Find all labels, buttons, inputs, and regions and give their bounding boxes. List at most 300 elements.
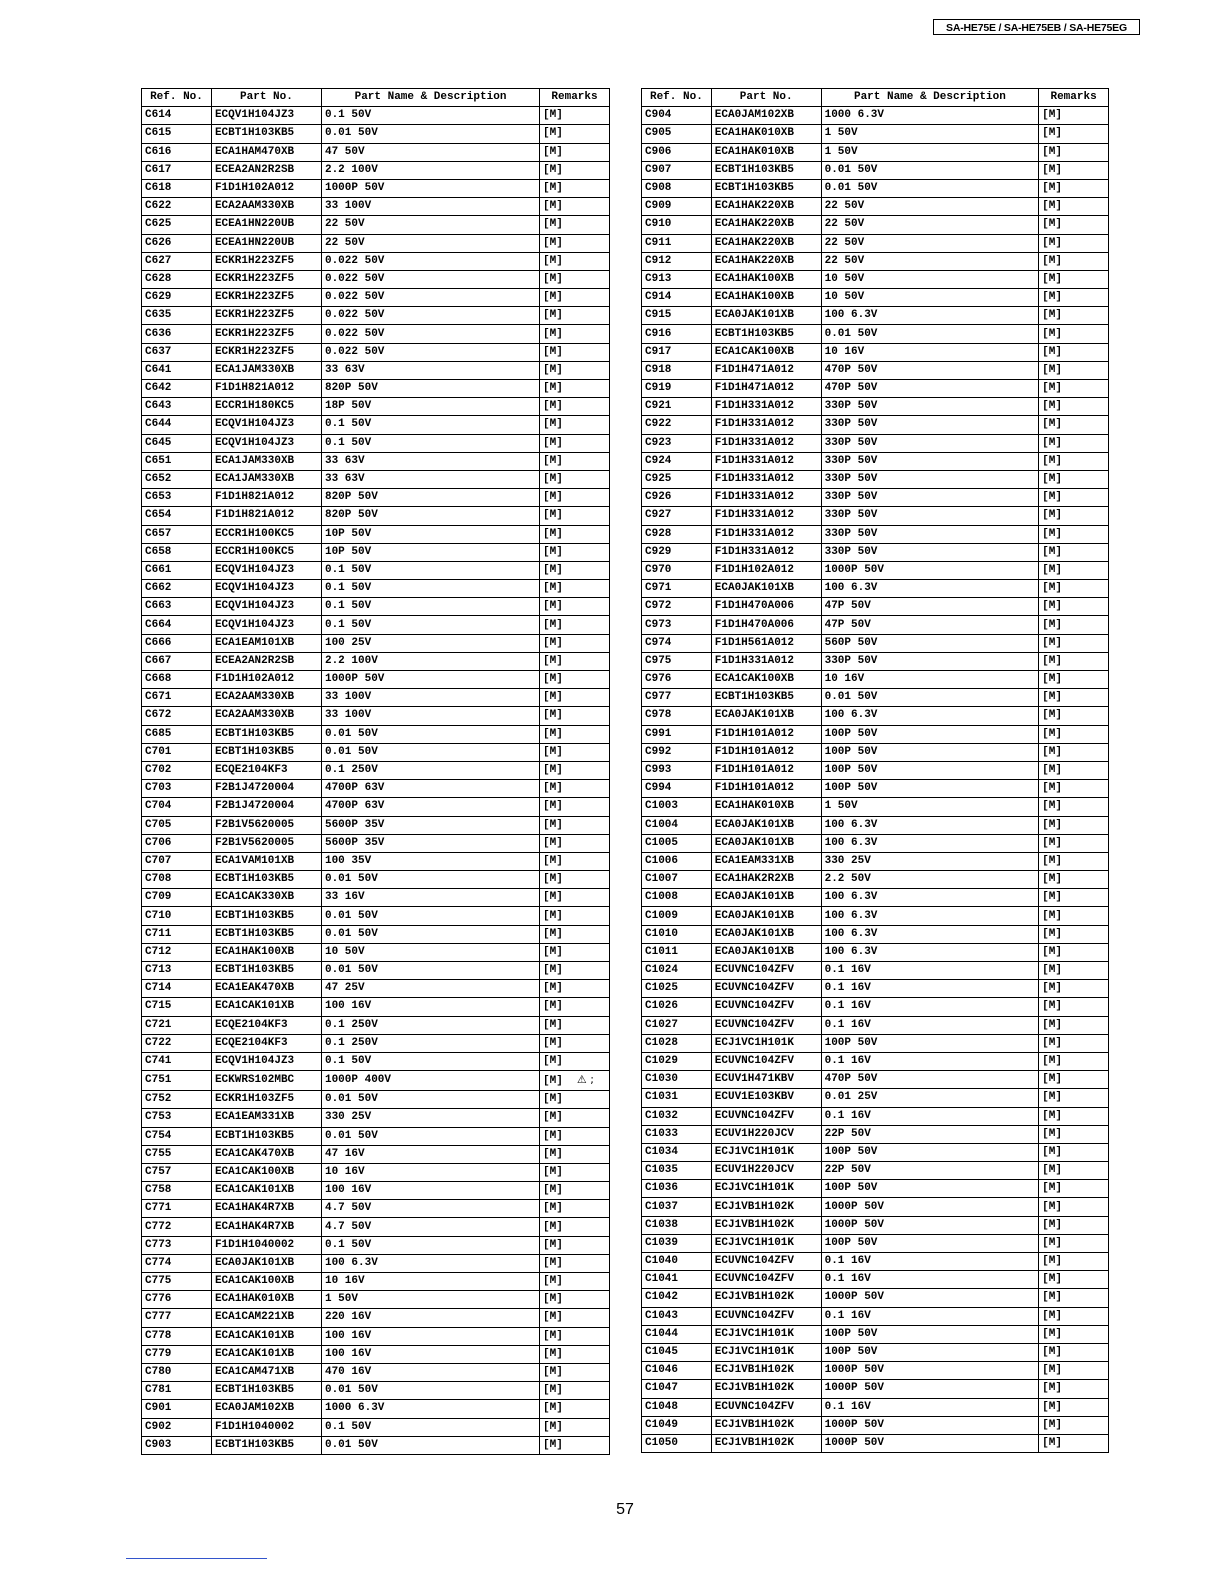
part-no-cell xyxy=(211,107,321,125)
remarks-cell-text: [M] xyxy=(543,1256,563,1269)
table-row xyxy=(642,871,1109,889)
description-cell-text: 0.01 50V xyxy=(824,327,878,340)
ref-no-cell-text: C780 xyxy=(145,1366,172,1379)
ref-no-cell xyxy=(642,925,712,943)
part-no-cell xyxy=(211,270,321,288)
description-cell xyxy=(321,561,539,579)
ref-no-cell-text: C615 xyxy=(145,127,172,140)
remarks-cell-text: [M] xyxy=(543,1238,563,1251)
remarks-cell-text: [M] xyxy=(543,418,563,431)
ref-no-cell-text: C702 xyxy=(145,764,172,777)
part-no-cell xyxy=(711,1398,821,1416)
table-row xyxy=(142,416,610,434)
description-cell xyxy=(821,889,1039,907)
ref-no-cell-text: C626 xyxy=(145,236,172,249)
description-cell xyxy=(821,816,1039,834)
table-row xyxy=(642,307,1109,325)
part-no-cell-text: F1D1H471A012 xyxy=(714,363,794,376)
remarks-cell-text: [M] xyxy=(1042,491,1062,504)
description-cell xyxy=(321,834,539,852)
part-no-cell-text: ECKR1H223ZF5 xyxy=(214,345,295,358)
ref-no-cell xyxy=(642,1016,712,1034)
ref-no-cell-text: C708 xyxy=(145,873,172,886)
part-no-cell xyxy=(211,507,321,525)
remarks-cell-text: [M] xyxy=(1042,764,1062,777)
part-no-cell xyxy=(711,1180,821,1198)
description-cell-text: 330P 50V xyxy=(824,491,878,504)
ref-no-cell-text: C653 xyxy=(145,491,172,504)
description-cell-text: 0.01 50V xyxy=(324,745,378,758)
table-row xyxy=(142,1273,610,1291)
part-no-cell xyxy=(211,1145,321,1163)
part-no-cell xyxy=(211,671,321,689)
remarks-cell-text: [M] xyxy=(543,1402,563,1415)
remarks-cell xyxy=(540,416,610,434)
table-row xyxy=(142,489,610,507)
part-no-cell xyxy=(211,161,321,179)
description-cell-text: 22P 50V xyxy=(824,1164,871,1177)
ref-no-cell-text: C752 xyxy=(145,1093,172,1106)
ref-no-cell-text: C774 xyxy=(145,1256,172,1269)
description-cell xyxy=(321,234,539,252)
part-no-cell xyxy=(711,216,821,234)
table-row xyxy=(642,1052,1109,1070)
remarks-cell xyxy=(1039,143,1109,161)
description-cell-text: 0.01 50V xyxy=(324,1384,378,1397)
description-cell-text: 1000P 50V xyxy=(324,182,385,195)
description-cell xyxy=(821,1162,1039,1180)
description-cell xyxy=(821,798,1039,816)
part-no-cell-text: ECCR1H100KC5 xyxy=(214,545,295,558)
part-no-cell xyxy=(711,1052,821,1070)
description-cell-text: 10 16V xyxy=(824,345,865,358)
remarks-cell-text: [M] xyxy=(543,673,563,686)
ref-no-cell xyxy=(142,1363,212,1381)
remarks-cell xyxy=(1039,1307,1109,1325)
part-no-cell-text: ECA0JAK101XB xyxy=(714,836,794,849)
ref-no-cell-text: C755 xyxy=(145,1147,172,1160)
part-no-cell xyxy=(211,1163,321,1181)
table-row xyxy=(642,652,1109,670)
remarks-cell-text: [M] xyxy=(1042,1018,1062,1031)
description-cell xyxy=(321,707,539,725)
table-row xyxy=(142,343,610,361)
part-no-cell xyxy=(711,561,821,579)
ref-no-cell xyxy=(642,616,712,634)
part-no-cell-text: ECA1HAK010XB xyxy=(714,127,794,140)
ref-no-cell xyxy=(142,852,212,870)
part-no-cell-text: ECA1CAK101XB xyxy=(214,1000,295,1013)
remarks-cell-text: [M] xyxy=(543,436,563,449)
table-row xyxy=(142,707,610,725)
part-no-cell xyxy=(211,1218,321,1236)
remarks-cell-text: [M] xyxy=(543,200,563,213)
description-cell xyxy=(821,161,1039,179)
description-cell xyxy=(321,1273,539,1291)
table-row xyxy=(142,143,610,161)
part-no-cell xyxy=(711,1307,821,1325)
table-row xyxy=(642,161,1109,179)
description-cell xyxy=(821,198,1039,216)
part-no-cell-text: ECJ1VB1H102K xyxy=(714,1200,794,1213)
description-cell-text: 0.01 50V xyxy=(324,1438,378,1451)
part-no-cell xyxy=(211,980,321,998)
description-cell xyxy=(321,1327,539,1345)
ref-no-cell xyxy=(642,1180,712,1198)
description-cell-text: 100P 50V xyxy=(824,782,878,795)
description-cell xyxy=(821,143,1039,161)
ref-no-cell-text: C1006 xyxy=(645,854,679,867)
remarks-cell xyxy=(540,1052,610,1070)
description-cell xyxy=(321,307,539,325)
ref-no-cell-text: C776 xyxy=(145,1293,172,1306)
ref-no-cell-text: C1024 xyxy=(645,964,679,977)
part-no-cell xyxy=(711,798,821,816)
description-cell xyxy=(821,1180,1039,1198)
ref-no-cell xyxy=(142,1034,212,1052)
remarks-cell-text: [M] xyxy=(1042,363,1062,376)
ref-no-cell xyxy=(142,1145,212,1163)
part-no-cell xyxy=(711,1434,821,1452)
ref-no-cell-text: C713 xyxy=(145,964,172,977)
ref-no-cell-text: C1045 xyxy=(645,1346,679,1359)
description-cell xyxy=(321,289,539,307)
description-cell xyxy=(321,1345,539,1363)
part-no-cell xyxy=(711,1162,821,1180)
ref-no-cell xyxy=(142,1309,212,1327)
part-no-cell xyxy=(211,1052,321,1070)
part-no-cell xyxy=(211,252,321,270)
part-no-cell-text: ECA1CAM471XB xyxy=(214,1366,295,1379)
ref-no-cell xyxy=(142,1291,212,1309)
part-no-cell-text: F1D1H331A012 xyxy=(714,473,794,486)
description-cell xyxy=(321,1236,539,1254)
remarks-cell xyxy=(540,743,610,761)
remarks-cell xyxy=(540,1436,610,1454)
remarks-cell-text: [M] xyxy=(543,1165,563,1178)
part-no-cell xyxy=(711,1343,821,1361)
ref-no-cell xyxy=(142,252,212,270)
remarks-cell xyxy=(540,925,610,943)
remarks-cell xyxy=(1039,270,1109,288)
ref-no-cell xyxy=(642,780,712,798)
part-no-cell-text: F1D1H331A012 xyxy=(714,436,794,449)
remarks-cell-text: [M] xyxy=(1042,818,1062,831)
part-no-cell xyxy=(211,1182,321,1200)
remarks-cell-text: [M] xyxy=(543,382,563,395)
ref-no-cell xyxy=(642,652,712,670)
description-cell-text: 100P 50V xyxy=(824,745,878,758)
part-no-cell xyxy=(211,343,321,361)
description-cell-text: 22 50V xyxy=(824,254,865,267)
description-cell-text: 100 6.3V xyxy=(824,309,878,322)
part-no-cell xyxy=(711,307,821,325)
part-no-cell-text: ECCR1H180KC5 xyxy=(214,400,295,413)
remarks-cell-text: [M] xyxy=(543,1018,563,1031)
description-cell xyxy=(321,1436,539,1454)
remarks-cell-text: [M] xyxy=(543,1147,563,1160)
table-row xyxy=(142,1218,610,1236)
remarks-cell xyxy=(1039,1107,1109,1125)
ref-no-cell-text: C1034 xyxy=(645,1145,679,1158)
ref-no-cell-text: C773 xyxy=(145,1238,172,1251)
parts-table-right xyxy=(641,88,1109,1453)
ref-no-cell xyxy=(642,143,712,161)
part-no-cell xyxy=(211,689,321,707)
description-cell xyxy=(321,343,539,361)
remarks-cell xyxy=(1039,907,1109,925)
part-no-cell-text: ECJ1VB1H102K xyxy=(714,1291,794,1304)
description-cell-text: 10 50V xyxy=(824,272,865,285)
description-cell xyxy=(321,889,539,907)
table-row xyxy=(642,1234,1109,1252)
remarks-cell xyxy=(1039,1343,1109,1361)
remarks-cell xyxy=(540,1218,610,1236)
description-cell-text: 820P 50V xyxy=(324,509,378,522)
table-row xyxy=(642,980,1109,998)
description-cell-text: 0.01 50V xyxy=(324,1129,378,1142)
ref-no-cell xyxy=(642,1198,712,1216)
part-no-cell-text: ECKR1H223ZF5 xyxy=(214,254,295,267)
remarks-cell xyxy=(540,1291,610,1309)
ref-no-cell xyxy=(142,1400,212,1418)
ref-no-cell-text: C614 xyxy=(145,109,172,122)
description-cell-text: 330P 50V xyxy=(824,418,878,431)
ref-no-cell-text: C925 xyxy=(645,473,672,486)
remarks-cell xyxy=(540,252,610,270)
ref-no-cell-text: C1039 xyxy=(645,1236,679,1249)
part-no-cell-text: F1D1H331A012 xyxy=(714,509,794,522)
part-no-cell-text: ECEA1HN220UB xyxy=(214,236,295,249)
table-row xyxy=(642,125,1109,143)
remarks-cell xyxy=(1039,1253,1109,1271)
part-no-cell-text: ECBT1H103KB5 xyxy=(214,745,295,758)
part-no-cell-text: ECA1JAM330XB xyxy=(214,454,295,467)
description-cell-text: 100P 50V xyxy=(824,764,878,777)
ref-no-cell-text: C758 xyxy=(145,1184,172,1197)
table-row xyxy=(142,270,610,288)
part-no-cell-text: ECUVNC104ZFV xyxy=(714,1309,794,1322)
ref-no-cell-text: C1007 xyxy=(645,873,679,886)
table-row xyxy=(642,216,1109,234)
remarks-cell-text: [M] xyxy=(1042,127,1062,140)
table-row xyxy=(642,1362,1109,1380)
ref-no-cell-text: C902 xyxy=(145,1420,172,1433)
ref-no-cell xyxy=(142,1273,212,1291)
ref-no-cell xyxy=(642,1143,712,1161)
table-row xyxy=(142,634,610,652)
part-no-cell-text: ECQV1H104JZ3 xyxy=(214,1055,295,1068)
ref-no-cell xyxy=(142,798,212,816)
remarks-cell-text: [M] xyxy=(1042,927,1062,940)
remarks-cell-text: [M] xyxy=(543,236,563,249)
ref-no-cell-text: C751 xyxy=(145,1074,172,1087)
remarks-cell-text: [M] xyxy=(543,764,563,777)
ref-no-cell xyxy=(142,652,212,670)
remarks-cell xyxy=(540,616,610,634)
description-cell-text: 1 50V xyxy=(324,1293,358,1306)
part-no-cell xyxy=(711,907,821,925)
part-no-cell xyxy=(711,270,821,288)
ref-no-cell-text: C993 xyxy=(645,764,672,777)
part-no-cell-text: ECA1CAK101XB xyxy=(214,1184,295,1197)
ref-no-cell xyxy=(642,962,712,980)
part-no-cell xyxy=(211,1436,321,1454)
table-row xyxy=(142,216,610,234)
remarks-cell xyxy=(540,962,610,980)
table-row xyxy=(642,1071,1109,1089)
remarks-cell xyxy=(1039,998,1109,1016)
description-cell-text: 100P 50V xyxy=(824,1346,878,1359)
description-cell-text: 0.1 50V xyxy=(324,436,372,449)
part-no-cell xyxy=(711,1271,821,1289)
part-no-cell xyxy=(211,1016,321,1034)
description-cell xyxy=(321,798,539,816)
ref-no-cell-text: C629 xyxy=(145,291,172,304)
part-no-cell xyxy=(211,289,321,307)
ref-no-cell-text: C664 xyxy=(145,618,172,631)
description-cell-text: 0.01 50V xyxy=(824,163,878,176)
table-row xyxy=(142,525,610,543)
ref-no-cell-text: C924 xyxy=(645,454,672,467)
remarks-cell xyxy=(540,1200,610,1218)
remarks-cell xyxy=(540,1273,610,1291)
description-cell-text: 1000 6.3V xyxy=(324,1402,385,1415)
part-no-cell-text: ECBT1H103KB5 xyxy=(214,1129,295,1142)
description-cell-text: 100 16V xyxy=(324,1000,372,1013)
description-cell xyxy=(821,652,1039,670)
description-cell xyxy=(321,1071,539,1091)
description-cell xyxy=(821,689,1039,707)
table-row xyxy=(142,1091,610,1109)
description-cell xyxy=(821,1071,1039,1089)
remarks-cell xyxy=(540,434,610,452)
ref-no-cell xyxy=(642,507,712,525)
ref-no-cell xyxy=(142,816,212,834)
description-cell-text: 22 50V xyxy=(824,236,865,249)
remarks-cell-text: [M] xyxy=(543,818,563,831)
part-no-cell xyxy=(711,852,821,870)
remarks-cell-text: [M] xyxy=(543,327,563,340)
ref-no-cell-text: C710 xyxy=(145,909,172,922)
table-row xyxy=(142,725,610,743)
table-row xyxy=(642,1107,1109,1125)
part-no-cell xyxy=(711,161,821,179)
remarks-cell xyxy=(1039,161,1109,179)
part-no-cell-text: ECA0JAK101XB xyxy=(214,1256,295,1269)
table-row xyxy=(642,361,1109,379)
description-cell-text: 2.2 100V xyxy=(324,654,378,667)
table-row xyxy=(142,925,610,943)
remarks-cell-text: [M] xyxy=(1042,454,1062,467)
remarks-cell xyxy=(540,1345,610,1363)
description-cell-text: 330P 50V xyxy=(824,454,878,467)
ref-no-cell-text: C651 xyxy=(145,454,172,467)
ref-no-cell xyxy=(142,1345,212,1363)
part-no-cell xyxy=(211,325,321,343)
ref-no-cell xyxy=(142,343,212,361)
ref-no-cell xyxy=(642,1125,712,1143)
ref-no-cell-text: C1032 xyxy=(645,1109,679,1122)
part-no-cell-text: ECA1CAM221XB xyxy=(214,1311,295,1324)
ref-no-cell xyxy=(142,962,212,980)
part-no-cell xyxy=(211,470,321,488)
description-cell xyxy=(321,380,539,398)
remarks-cell-text: [M] xyxy=(1042,618,1062,631)
ref-no-cell xyxy=(642,489,712,507)
table-row xyxy=(642,143,1109,161)
ref-no-cell-text: C992 xyxy=(645,745,672,758)
remarks-cell-text: [M] xyxy=(543,745,563,758)
table-row xyxy=(642,689,1109,707)
remarks-cell-text: [M] xyxy=(1042,1236,1062,1249)
ref-no-cell xyxy=(142,507,212,525)
remarks-cell xyxy=(540,689,610,707)
description-cell-text: 470 16V xyxy=(324,1366,372,1379)
remarks-cell-text: [M] xyxy=(1042,182,1062,195)
table-row xyxy=(642,1380,1109,1398)
remarks-cell-text: [M] xyxy=(1042,1273,1062,1286)
part-no-cell xyxy=(711,1380,821,1398)
description-cell xyxy=(821,598,1039,616)
remarks-cell xyxy=(1039,1198,1109,1216)
part-no-cell-text: F1D1H331A012 xyxy=(714,527,794,540)
description-cell xyxy=(321,652,539,670)
remarks-cell xyxy=(540,343,610,361)
remarks-cell xyxy=(1039,725,1109,743)
description-cell-text: 330P 50V xyxy=(824,509,878,522)
table-row xyxy=(142,889,610,907)
remarks-cell xyxy=(540,489,610,507)
part-no-cell xyxy=(711,543,821,561)
table-row xyxy=(642,343,1109,361)
table-row xyxy=(142,307,610,325)
remarks-cell-text: [M] xyxy=(1042,909,1062,922)
ref-no-cell-text: C753 xyxy=(145,1111,172,1124)
remarks-cell xyxy=(1039,1052,1109,1070)
part-no-cell xyxy=(711,761,821,779)
part-no-cell xyxy=(711,1289,821,1307)
part-no-cell xyxy=(711,380,821,398)
table-row xyxy=(142,1016,610,1034)
remarks-cell-text: [M] xyxy=(1042,345,1062,358)
part-no-cell xyxy=(711,1416,821,1434)
remarks-cell-text: [M] xyxy=(543,545,563,558)
description-cell-text: 0.1 250V xyxy=(324,1018,378,1031)
part-no-cell xyxy=(711,1253,821,1271)
remarks-cell-text: [M] xyxy=(543,600,563,613)
remarks-cell-text: [M] xyxy=(1042,1218,1062,1231)
part-no-cell xyxy=(711,252,821,270)
table-row xyxy=(142,252,610,270)
part-no-cell-text: ECA1EAM331XB xyxy=(714,854,794,867)
description-cell xyxy=(821,270,1039,288)
remarks-cell xyxy=(540,834,610,852)
remarks-cell xyxy=(540,1254,610,1272)
part-no-cell xyxy=(711,107,821,125)
ref-no-cell-text: C971 xyxy=(645,582,672,595)
remarks-cell xyxy=(1039,943,1109,961)
remarks-cell-text: [M] xyxy=(1042,1127,1062,1140)
part-no-cell xyxy=(211,707,321,725)
table-row xyxy=(142,1400,610,1418)
part-no-cell-text: ECJ1VC1H101K xyxy=(714,1346,794,1359)
description-cell-text: 10 50V xyxy=(324,945,365,958)
description-cell xyxy=(821,234,1039,252)
table-row xyxy=(642,598,1109,616)
description-cell-text: 1000P 50V xyxy=(824,1382,885,1395)
remarks-cell xyxy=(1039,689,1109,707)
